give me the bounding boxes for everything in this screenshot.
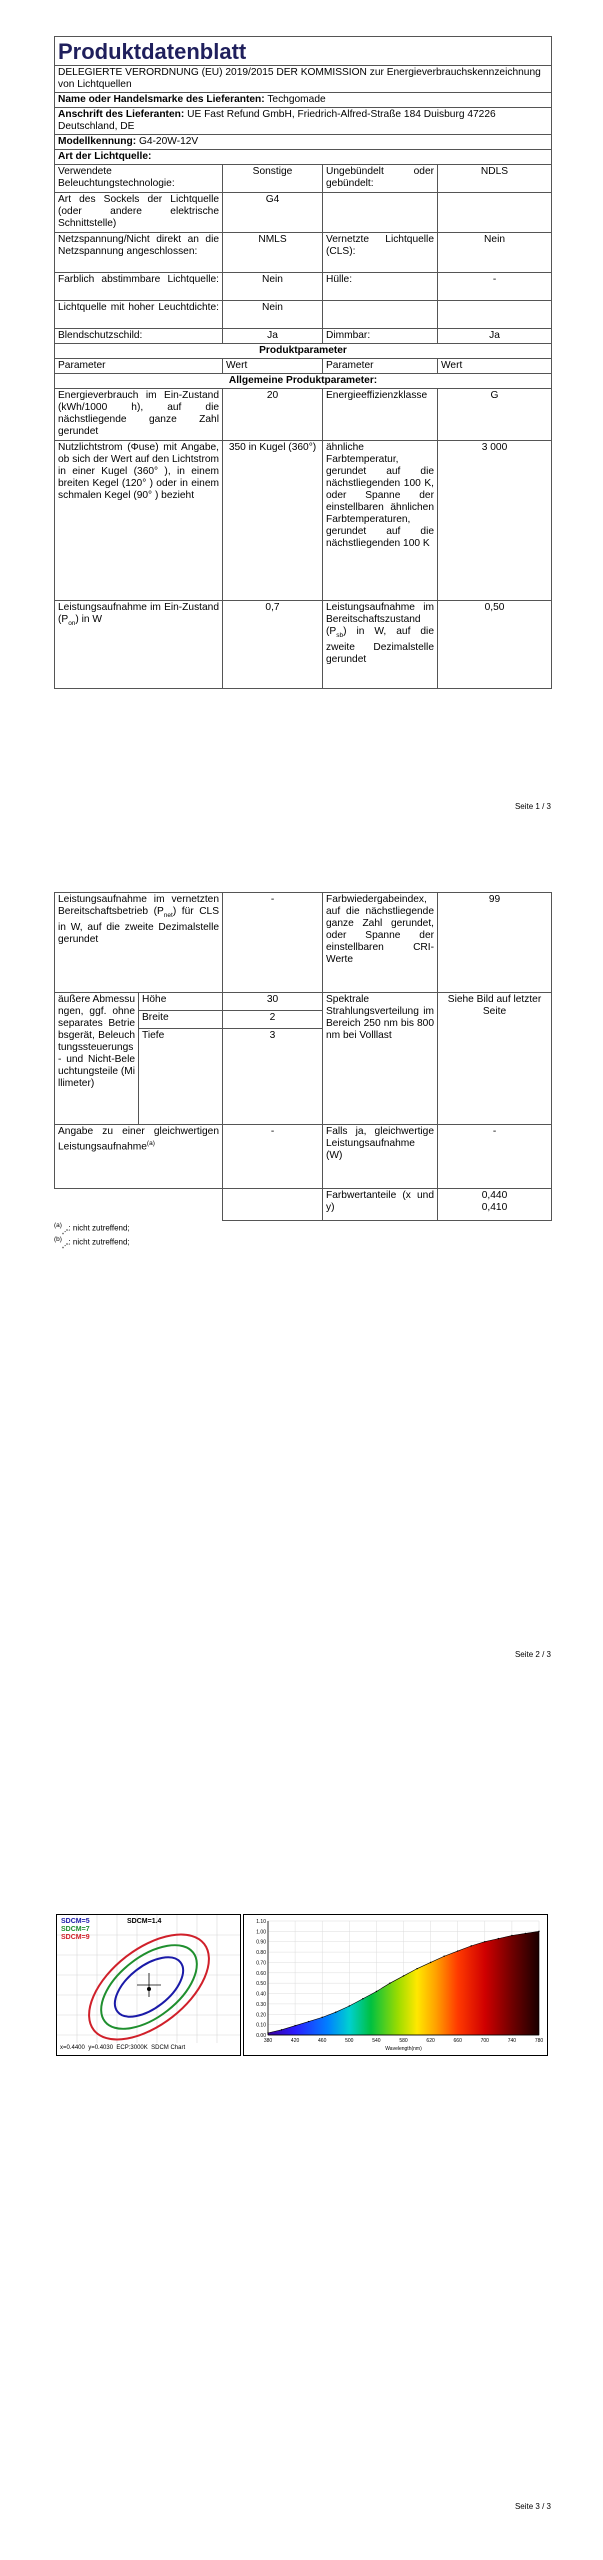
spectrum-point <box>335 2012 336 2013</box>
spectrum-point <box>484 1941 485 1942</box>
page-3 <box>0 1700 603 2560</box>
datasheet-table-page-1 <box>54 36 552 689</box>
spectrum-point <box>430 1962 431 1963</box>
x-tick-label: 700 <box>480 2038 489 2044</box>
x-axis-label: Wavelength(nm) <box>385 2046 422 2052</box>
dimensions-label: äußere Abmessungen, ggf. ohne separates Betriebsgerät, Beleuchtungssteuerungs- und Nicht-Beleuchtungsteile (Millimeter) <box>55 993 139 1125</box>
page-number: Seite 1 / 3 <box>514 802 551 811</box>
sdcm-readout: x=0.4400 y=0.4030 ECP:3000K SDCM Chart <box>60 2045 186 2051</box>
spectral-label: Spektrale Strahlungsverteilung im Bereich 250 nm bis 800 nm bei Volllast <box>323 993 438 1125</box>
supplier-address-row <box>55 108 552 135</box>
model-row <box>55 135 552 150</box>
supplier-name-label: Name oder Handelsmarke des Lieferanten: <box>58 94 265 105</box>
spectrum-point <box>389 1982 390 1983</box>
spectrum-point <box>308 2021 309 2022</box>
table-row: Energieverbrauch im Ein-Zustand (kWh/1000 h), auf die nächstliegende ganze Zahl gerundet 20 Energieeffizienzklasse G <box>55 389 552 441</box>
y-tick-label: 0.90 <box>256 1939 266 1946</box>
footnote-a: $^{(a)}_{„-“}$: nicht zutreffend; <box>54 1222 130 1236</box>
table-row: Nutzlichtstrom (Φuse) mit Angabe, ob sich der Wert auf den Lichtstrom in einer Kugel (360° ), in einem breiten Kegel (120° ) oder in einem schmalen Kegel (90° ) bezieht 350 in Kugel (360°) ähnliche Farbtemperatur, gerundet auf die nächstliegenden 100 K, oder Spanne der einstellbaren ähnlichen Farbtemperaturen, gerundet auf die nächstliegenden 100 K 3 000 <box>55 441 552 601</box>
y-tick-label: 1.10 <box>256 1919 266 1925</box>
supplier-name-value: Techgomade <box>267 94 326 105</box>
page-1 <box>0 0 603 840</box>
supplier-address-label: Anschrift des Lieferanten: <box>58 109 185 120</box>
spectrum-point <box>281 2029 282 2030</box>
spectral-value: Siehe Bild auf letzter Seite <box>438 993 552 1125</box>
spectrum-point <box>362 1998 363 1999</box>
spectrum-point <box>538 1931 539 1932</box>
datasheet-table-page-2 <box>54 892 552 1221</box>
table-row: Verwendete Beleuchtungstechnologie: Sonstige Ungebündelt oder gebündelt: NDLS <box>55 165 552 193</box>
spectrum-point <box>443 1956 444 1957</box>
y-tick-label: 0.20 <box>256 2012 266 2019</box>
spectrum-point <box>498 1938 499 1939</box>
table-row: Netzspannung/Nicht direkt an die Netzspannung angeschlossen: NMLS Vernetzte Lichtquelle (CLS): Nein <box>55 233 552 273</box>
x-tick-label: 460 <box>318 2038 327 2044</box>
sdcm-value: SDCM=1.4 <box>127 1918 162 1925</box>
spectrum-point <box>511 1935 512 1936</box>
sdcm-chart <box>56 1914 241 2056</box>
regulation-text: DELEGIERTE VERORDNUNG (EU) 2019/2015 DER KOMMISSION zur Energieverbrauchskennzeichnung von Lichtquellen <box>55 66 552 93</box>
y-tick-label: 0.70 <box>256 1960 266 1967</box>
product-params-heading: Produktparameter <box>55 344 552 359</box>
table-row: Tiefe 3 <box>55 1029 552 1125</box>
y-tick-label: 0.30 <box>256 2001 266 2008</box>
y-tick-label: 0.80 <box>256 1950 266 1957</box>
table-row: Leistungsaufnahme im vernetzten Bereitschaftsbetrieb $(P_{net})$ für CLS in W, auf die zweite Dezimalstelle gerundet - Farbwiedergabeindex, auf die nächstliegende ganze Zahl gerundet, oder Spanne der einstellbaren CRI-Werte 99 <box>55 893 552 993</box>
spectrum-point <box>322 2017 323 2018</box>
spectrum-point <box>403 1975 404 1976</box>
x-tick-label: 660 <box>453 2038 462 2044</box>
page-number: Seite 2 / 3 <box>514 1650 551 1659</box>
table-row: Leistungsaufnahme im Ein-Zustand $(P_{on})$ in W 0,7 Leistungsaufnahme im Bereitschaftszustand $(P_{sb})$ in W, auf die zweite Dezimalstelle gerundet 0,50 <box>55 601 552 689</box>
y-tick-label: 0.50 <box>256 1981 266 1988</box>
table-row: Breite 2 <box>55 1011 552 1029</box>
footnote-b: $^{(b)}_{„-“}$: nicht zutreffend; <box>54 1236 130 1250</box>
table-row: Blendschutzschild: Ja Dimmbar: Ja <box>55 329 552 344</box>
page-number: Seite 3 / 3 <box>514 2502 551 2511</box>
param-header-row: Parameter Wert Parameter Wert <box>55 359 552 374</box>
y-tick-label: 1.00 <box>256 1929 266 1936</box>
table-row: Angabe zu einer gleichwertigen Leistungsaufnahme$^{(a)}$ - Falls ja, gleichwertige Leistungsaufnahme (W) - <box>55 1125 552 1189</box>
table-row: Farbwertanteile (x und y) 0,440 0,410 <box>55 1189 552 1221</box>
light-type-heading: Art der Lichtquelle: <box>55 150 552 165</box>
page-2 <box>0 860 603 1680</box>
y-tick-label: 0.60 <box>256 1970 266 1977</box>
table-row: äußere Abmessungen, ggf. ohne separates Betriebsgerät, Beleuchtungssteuerungs- und Nicht-Beleuchtungsteile (Millimeter) Höhe 30 Spektrale Strahlungsverteilung im Bereich 250 nm bis 800 nm bei Volllast Siehe Bild auf letzter Seite <box>55 993 552 1011</box>
document-title: Produktdatenblatt <box>55 37 552 66</box>
x-tick-label: 580 <box>399 2038 408 2044</box>
spectrum-point <box>525 1933 526 1934</box>
spectrum-point <box>294 2025 295 2026</box>
x-tick-label: 420 <box>290 2038 300 2044</box>
spectrum-point <box>349 2005 350 2006</box>
x-tick-label: 740 <box>507 2038 517 2044</box>
spectrum-plot <box>244 1915 547 2055</box>
y-tick-label: 0.40 <box>256 1991 266 1998</box>
x-tick-label: 540 <box>372 2038 381 2044</box>
x-tick-label: 500 <box>345 2038 354 2044</box>
table-row: Farblich abstimmbare Lichtquelle: Nein Hülle: - <box>55 273 552 301</box>
spectrum-point <box>376 1991 377 1992</box>
supplier-name-row <box>55 93 552 108</box>
y-tick-label: 0.00 <box>256 2033 266 2039</box>
spectrum-point <box>457 1950 458 1951</box>
supplier-address-value: UE Fast Refund GmbH, Friedrich-Alfred-Straße 184 Duisburg 47226 Deutschland, DE <box>58 109 496 132</box>
y-tick-label: 0.10 <box>256 2022 266 2029</box>
model-label: Modellkennung: <box>58 136 137 147</box>
x-tick-label: 620 <box>426 2038 435 2044</box>
measured-point <box>147 1987 151 1991</box>
general-params-heading: Allgemeine Produktparameter: <box>55 374 552 389</box>
model-value: G4-20W-12V <box>138 136 199 147</box>
spectrum-point <box>416 1968 417 1969</box>
table-row: Art des Sockels der Lichtquelle (oder andere elektrische Schnittstelle) G4 <box>55 193 552 233</box>
spectrum-point <box>471 1945 472 1946</box>
spectrum-chart <box>243 1914 548 2056</box>
table-row: Lichtquelle mit hoher Leuchtdichte: Nein <box>55 301 552 329</box>
sdcm-legend: SDCM=5 SDCM=7 SDCM=9 <box>61 1918 90 1941</box>
x-tick-label: 780 <box>534 2038 544 2044</box>
x-tick-label: 380 <box>263 2038 273 2044</box>
